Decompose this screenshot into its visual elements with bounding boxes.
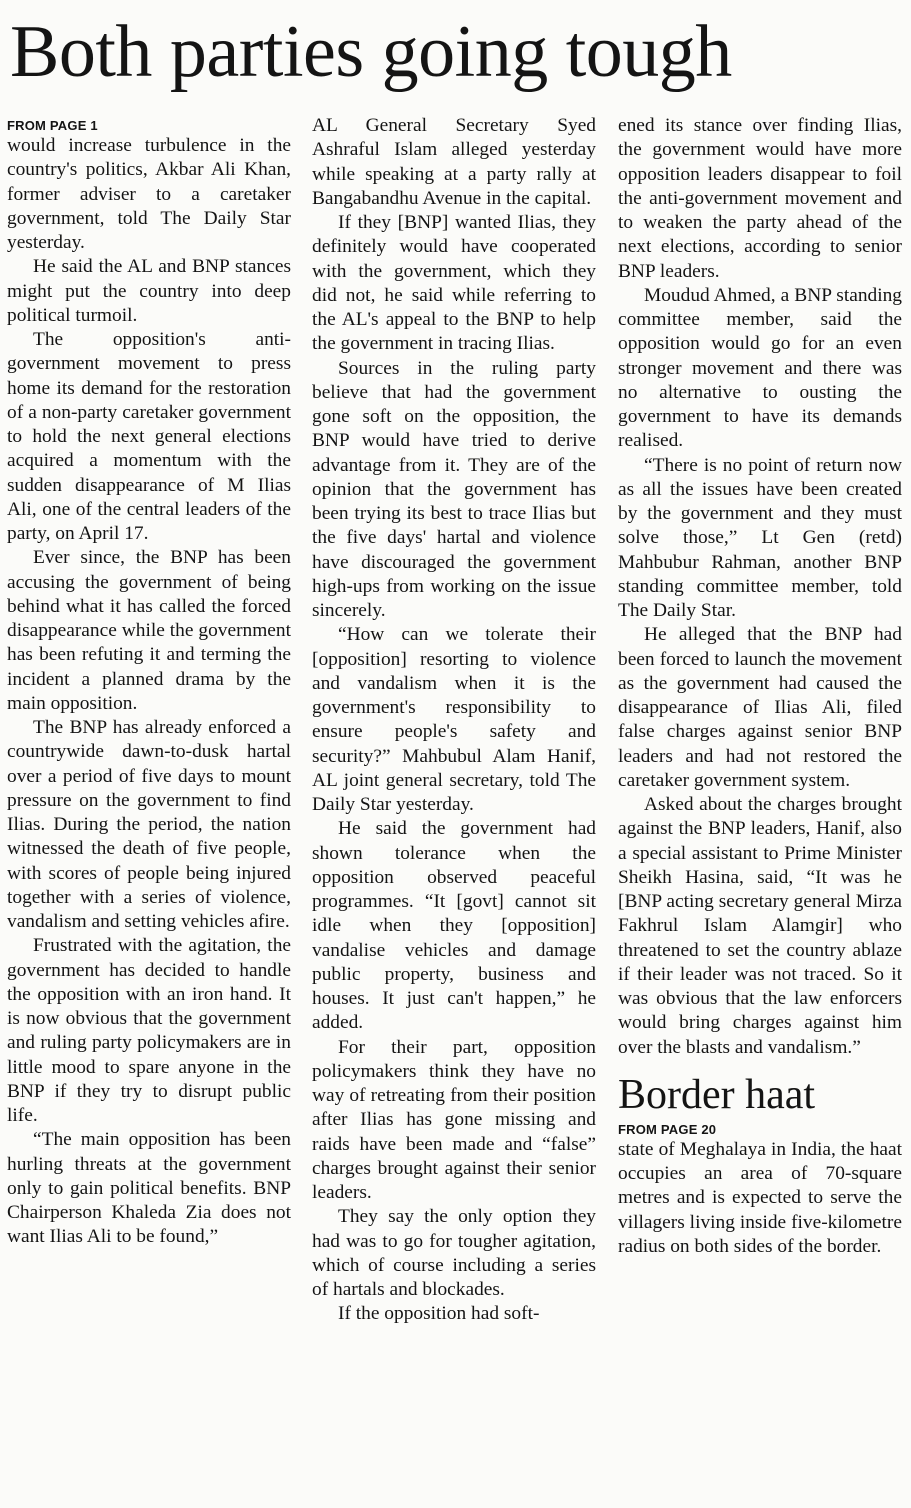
- paragraph: would increase turbulence in the country's politics, Akbar Ali Khan, former adviser to a caretaker government, told The Daily Star yesterday.: [7, 135, 291, 253]
- paragraph: Moudud Ahmed, a BNP standing committee member, said the opposition would go for an even stronger movement and there was no alternative to ousting the government to have its demands realised.: [618, 284, 902, 452]
- paragraph: They say the only option they had was to go for tougher agitation, which of course including a series of hartals and blockades.: [312, 1206, 596, 1300]
- paragraph: ened its stance over finding Ilias, the government would have more opposition leaders disappear to foil the anti-government movement and to weaken the party ahead of the next elections, according to senior BNP leaders.: [618, 115, 902, 282]
- paragraph: If the opposition had soft-: [338, 1303, 540, 1325]
- paragraph: “The main opposition has been hurling threats at the government only to gain political benefits. BNP Chairperson Khaleda Zia does not want Ilias Ali to be found,”: [7, 1129, 291, 1248]
- headline: Both parties going tough: [10, 11, 732, 93]
- paragraph: If they [BNP] wanted Ilias, they definitely would have cooperated with the government, which they did not, he said while referring to the AL's appeal to the BNP to help the government in tracing Ilias.: [312, 212, 596, 355]
- paragraph: He alleged that the BNP had been forced to launch the movement as the government had caused the disappearance of Ilias Ali, filed false charges against senior BNP leaders and had not restored the caretaker government system.: [618, 624, 902, 791]
- column-2: [312, 114, 596, 1327]
- paragraph: The BNP has already enforced a countrywide dawn-to-dusk hartal over a period of five days to mount pressure on the government to find Ilias. During the period, the nation witnessed the death of five people, with scores of people being injured together with a series of violence, vandalism and setting vehicles afire.: [7, 717, 291, 932]
- paragraph: For their part, opposition policymakers think they have no way of retreating from their position after Ilias has gone missing and raids have been made and “false” charges brought against their senior leaders.: [312, 1036, 596, 1203]
- paragraph: Asked about the charges brought against the BNP leaders, Hanif, also a special assistant to Prime Minister Sheikh Hasina, said, “It was he [BNP acting secretary general Mirza Fakhrul Islam Alamgir] who threatened to set the country ablaze if their leader was not traced. So it was obvious that the law enforcers would bring charges against him over the blasts and vandalism.”: [618, 794, 902, 1058]
- second-headline: Border haat: [618, 1071, 816, 1118]
- paragraph: state of Meghalaya in India, the haat occupies an area of 70-square metres and is expected to serve the villagers living inside five-kilometre radius on both sides of the border.: [618, 1138, 902, 1257]
- paragraph: “There is no point of return now as all the issues have been created by the government and they must solve those,” Lt Gen (retd) Mahbubur Rahman, another BNP standing committee member, told The Daily Star.: [618, 454, 902, 621]
- paragraph: Frustrated with the agitation, the government has decided to handle the opposition with an iron hand. It is now obvious that the government and ruling party policymakers are in little mood to spare anyone in the BNP if they try to disrupt public life.: [7, 935, 291, 1126]
- paragraph: He said the government had shown tolerance when the opposition observed peaceful programmes. “It [govt] cannot sit idle when they [opposition] vandalise vehicles and damage public property, business and houses. It just can't happen,” he added.: [312, 818, 596, 1034]
- paragraph: Sources in the ruling party believe that had the government gone soft on the opposition, the BNP would have tried to derive advantage from it. They are of the opinion that the government has been trying its best to trace Ilias but the five days' hartal and violence have discouraged the government high-ups from working on the issue sincerely.: [312, 357, 596, 621]
- paragraph: The opposition's anti-government movement to press home its demand for the restoration of a non-party caretaker government to hold the next general elections acquired a momentum with the sudden disappearance of M Ilias Ali, one of the central leaders of the party, on April 17.: [7, 329, 291, 544]
- paragraph: Ever since, the BNP has been accusing the government of being behind what it has called the forced disappearance while the government has been refuting it and terming the incident a planned drama by the main opposition.: [7, 547, 291, 714]
- paragraph: AL General Secretary Syed Ashraful Islam alleged yesterday while speaking at a party rally at Bangabandhu Avenue in the capital.: [312, 115, 596, 209]
- kicker: FROM PAGE 1: [7, 118, 98, 133]
- paragraph: “How can we tolerate their [opposition] resorting to violence and vandalism when it is the government's responsibility to ensure people's safety and security?” Mahbubul Alam Hanif, AL joint general secretary, told The Daily Star yesterday.: [312, 624, 596, 815]
- column-1: [7, 114, 291, 1250]
- paragraph: He said the AL and BNP stances might put the country into deep political turmoil.: [7, 256, 291, 326]
- column-3: [618, 114, 902, 1259]
- second-kicker: FROM PAGE 20: [618, 1121, 717, 1137]
